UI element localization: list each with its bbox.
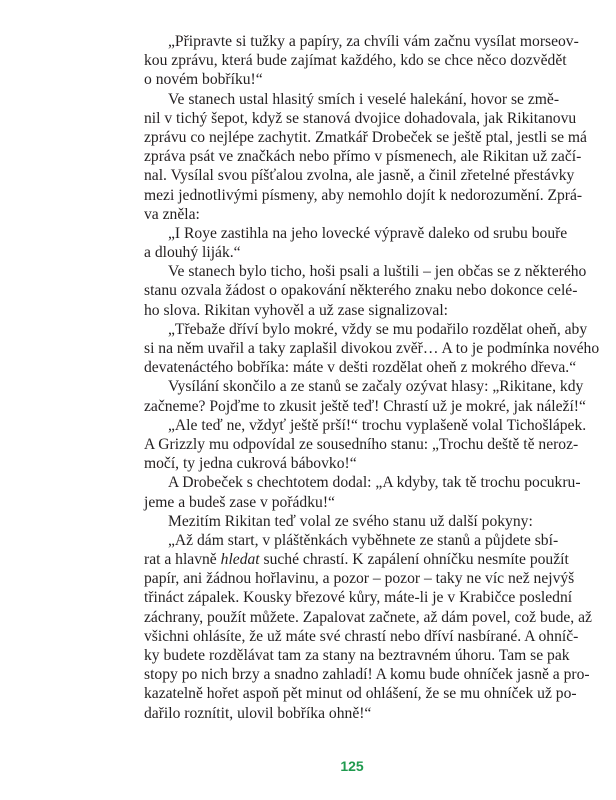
text-line	[144, 90, 558, 109]
text-segment: papír, ani žádnou hořlavinu, a pozor – pozor – taky ne víc než nejvýš	[144, 570, 575, 588]
text-segment: „Třebaže dříví bylo mokré, vždy se mu podařilo rozdělat oheň, aby	[168, 320, 588, 338]
text-segment: devatenáctého bobříka: máte v dešti rozdělat oheň z mokrého dřeva.“	[144, 359, 577, 377]
text-line	[144, 684, 577, 703]
text-segment: „Připravte si tužky a papíry, za chvíli vám začnu vysílat morseov-	[168, 33, 579, 50]
text-segment: „Až dám start, v pláštěnkách vyběhnete ze stanů a půjdete sbí-	[168, 531, 559, 549]
text-line	[144, 627, 579, 646]
text-segment: všichni ohlásíte, že už máte své chrastí nebo dříví nasbírané. A ohníč-	[144, 627, 579, 645]
text-segment: „Ale teď ne, vždyť ještě prší!“ trochu vyplašeně volal Tichošlápek.	[168, 416, 587, 434]
text-line	[144, 186, 583, 205]
text-line	[144, 512, 558, 531]
text-line	[144, 473, 581, 492]
text-line	[144, 51, 567, 70]
text-line	[144, 608, 592, 627]
text-segment: záchrany, použít můžete. Zapalovat začnete, až dám povel, což bude, až	[144, 608, 592, 626]
text-line	[144, 569, 575, 588]
text-segment: A Grizzly mu odpovídal ze sousedního stanu: „Trochu deště tě neroz-	[144, 435, 579, 453]
text-line	[144, 454, 558, 473]
text-segment: va zněla:	[144, 205, 200, 223]
text-segment: kou zprávu, která bude zajímat každého, kdo se chce něco dozvědět	[144, 52, 567, 70]
text-line	[144, 243, 558, 262]
text-segment: začneme? Pojďme to zkusit ještě teď! Chrastí už je mokré, jak náleží!“	[144, 397, 586, 415]
text-line	[144, 166, 575, 185]
text-segment: „I Roye zastihla na jeho lovecké výpravě daleko od srubu bouře	[168, 224, 568, 242]
text-segment: močí, ty jedna cukrová bábovko!“	[144, 455, 357, 473]
text-segment: kazatelně hořet aspoň pět minut od ohlášení, že se mu ohníček už po-	[144, 685, 577, 703]
text-line	[144, 377, 584, 396]
text-segment: rat a hlavně	[144, 551, 221, 569]
text-line	[144, 358, 577, 377]
text-segment: o novém bobříku!“	[144, 71, 263, 89]
text-segment: jeme a budeš zase v pořádku!“	[144, 493, 335, 511]
page-number: 125	[340, 758, 364, 774]
text-line	[144, 281, 578, 300]
text-line	[144, 32, 579, 51]
text-line	[144, 435, 579, 454]
text-line	[144, 320, 588, 339]
text-line	[144, 147, 582, 166]
text-segment: stanu ozvala žádost o opakování některého znaku nebo dokonce celé-	[144, 282, 578, 300]
text-segment: Mezitím Rikitan teď volal ze svého stanu už další pokyny:	[168, 512, 533, 530]
text-line	[144, 493, 558, 512]
text-segment: stopy po nich brzy a snadno zahladí! A komu bude ohníček jasně a pro-	[144, 666, 590, 684]
text-line	[144, 531, 558, 550]
text-line	[144, 205, 558, 224]
body-text	[144, 32, 600, 723]
text-segment: Ve stanech ustal hlasitý smích i veselé halekání, hovor se změ-	[168, 90, 560, 108]
text-segment: mezi jednotlivými písmeny, aby nemohlo dojít k nedorozumění. Zprá-	[144, 186, 583, 204]
text-line	[144, 109, 577, 128]
text-line	[144, 646, 570, 665]
text-segment: a dlouhý liják.“	[144, 244, 241, 262]
text-segment: zpráva psát ve značkách nebo přímo v písmenech, ale Rikitan už začí-	[144, 148, 582, 166]
text-line	[144, 224, 568, 243]
text-line	[144, 665, 590, 684]
text-segment: ky budete rozdělávat tam za stany na beztravném úhoru. Tam se pak	[144, 647, 570, 664]
text-line	[144, 588, 573, 607]
text-line	[144, 301, 558, 320]
text-segment: A Drobeček s chechtotem dodal: „A kdyby, tak tě trochu pocukru-	[168, 474, 581, 492]
text-segment: dařilo roznítit, ulovil bobříka ohně!“	[144, 704, 372, 722]
text-line	[144, 416, 587, 435]
text-segment: Ve stanech bylo ticho, hoši psali a luštili – jen občas se z některého	[168, 263, 587, 281]
text-line	[144, 397, 586, 416]
italic-word: hledat	[220, 551, 260, 569]
text-segment: Vysílání skončilo a ze stanů se začaly ozývat hlasy: „Rikitane, kdy	[168, 378, 584, 396]
text-segment: nal. Vysílal svou píšťalou zvolna, ale jasně, a činil zřetelné přestávky	[144, 167, 575, 185]
text-line	[144, 550, 569, 569]
text-segment: suché chrastí. K zapálení ohníčku nesmíte použít	[259, 551, 569, 569]
text-segment: ho slova. Rikitan vyhověl a už zase signalizoval:	[144, 301, 449, 319]
text-line	[144, 70, 558, 89]
text-line	[144, 128, 587, 147]
text-line	[144, 704, 558, 723]
text-segment: zprávu co nejlépe zachytit. Zmatkář Drobeček se ještě ptal, jestli se má	[144, 128, 587, 146]
text-segment: nil v tichý šepot, když se stanová dvojice dohadovala, jak Rikitanovu	[144, 109, 577, 127]
text-segment: třináct zápalek. Kousky březové kůry, máte-li je v Krabičce poslední	[144, 589, 573, 607]
text-line	[144, 262, 587, 281]
text-line	[144, 339, 600, 358]
text-segment: si na něm uvařil a taky zaplašil divokou zvěř… A to je podmínka nového	[144, 340, 600, 357]
